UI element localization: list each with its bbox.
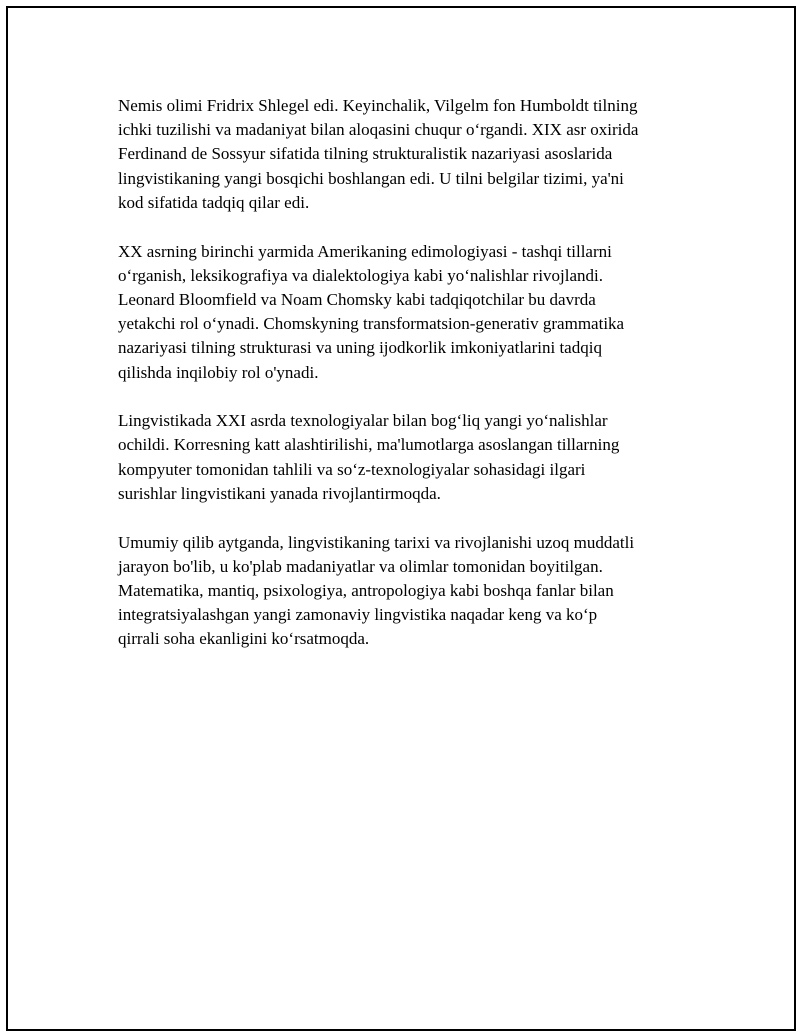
- document-body: [118, 94, 688, 676]
- paragraph-3: Lingvistikada XXI asrda texnologiyalar bilan bog‘liq yangi yo‘nalishlar ochildi. Korresning katt alashtirilishi, ma'lumotlarga asoslangan tillarning kompyuter tomonidan tahlili va so‘z-texnologiyalar sohasidagi ilgari surishlar lingvistikani yanada rivojlantirmoqda.: [118, 411, 620, 503]
- paragraph-1: Nemis olimi Fridrix Shlegel edi. Keyinchalik, Vilgelm fon Humboldt tilning ichki tuzilishi va madaniyat bilan aloqasini chuqur o‘rgandi. XIX asr oxirida Ferdinand de Sossyur sifatida tilning strukturalistik nazariyasi asoslarida lingvistikaning yangi bosqichi boshlangan edi. U tilni belgilar tizimi, ya'ni kod sifatida tadqiq qilar edi.: [118, 96, 639, 212]
- paragraph-4: Umumiy qilib aytganda, lingvistikaning tarixi va rivojlanishi uzoq muddatli jarayon bo'lib, u ko'plab madaniyatlar va olimlar tomonidan boyitilgan. Matematika, mantiq, psixologiya, antropologiya kabi boshqa fanlar bilan integratsiyalashgan yangi zamonaviy lingvistika naqadar keng va ko‘p qirrali soha ekanligini ko‘rsatmoqda.: [118, 532, 635, 649]
- paragraph-2: XX asrning birinchi yarmida Amerikaning edimologiyasi - tashqi tillarni o‘rganish, leksikografiya va dialektologiya kabi yo‘nalishlar rivojlandi. Leonard Bloomfield va Noam Chomsky kabi tadqiqotchilar bu davrda yetakchi rol o‘ynadi. Chomskyning transformatsion-generativ grammatika nazariyasi tilning strukturasi va uning ijodkorlik imkoniyatlarini tadqiq qilishda inqilobiy rol o'ynadi.: [118, 241, 625, 382]
